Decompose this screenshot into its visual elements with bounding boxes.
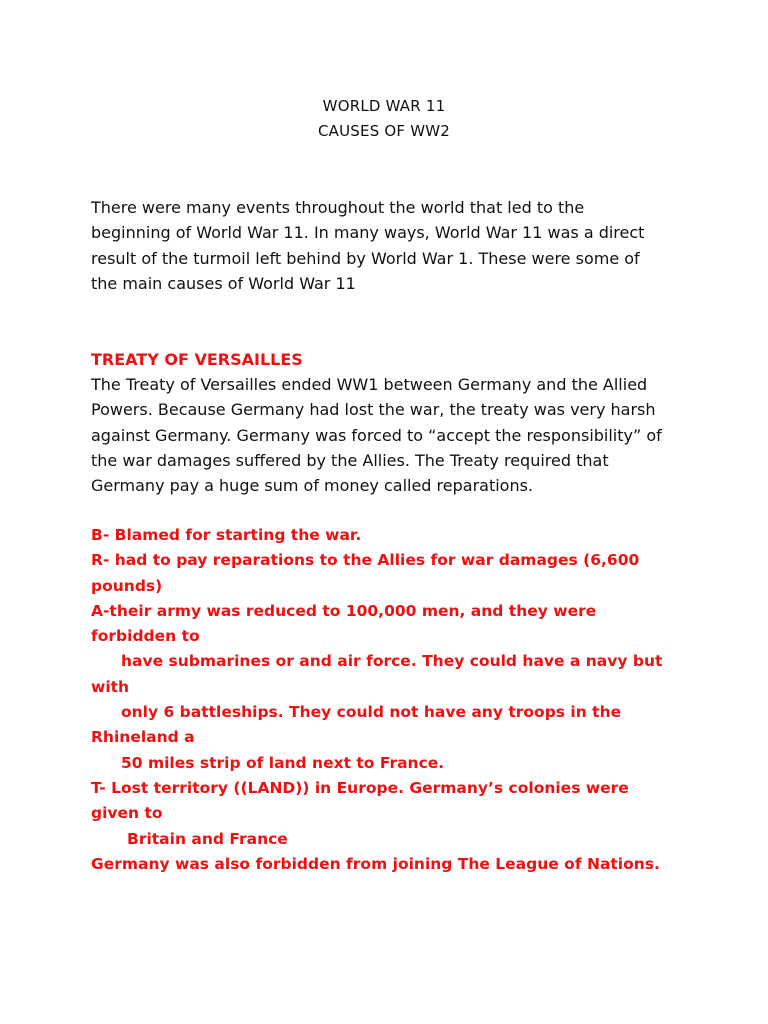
treaty-line: Germany pay a huge sum of money called reparations.	[91, 476, 534, 496]
blame-item-r-cont: pounds)	[91, 576, 163, 595]
blame-item-a-cont: 50 miles strip of land next to France.	[121, 753, 445, 772]
blame-item-a-cont: Rhineland a	[91, 728, 195, 747]
document-title: WORLD WAR 11	[322, 97, 446, 115]
league-of-nations-line: Germany was also forbidden from joining The League of Nations.	[91, 854, 660, 873]
treaty-line: against Germany. Germany was forced to “accept the responsibility” of	[91, 425, 662, 445]
intro-line: the main causes of World War 11	[91, 273, 356, 293]
blame-item-b: B- Blamed for starting the war.	[91, 526, 362, 544]
blame-item-t: T- Lost territory ((LAND)) in Europe. Germany’s colonies were	[91, 778, 629, 797]
blame-item-a-cont: only 6 battleships. They could not have any troops in the	[121, 703, 622, 722]
section-heading: TREATY OF VERSAILLES	[91, 350, 303, 369]
blame-item-a: A-their army was reduced to 100,000 men, and they were	[91, 601, 597, 620]
intro-line: result of the turmoil left behind by World War 1. These were some of	[91, 248, 640, 268]
treaty-line: The Treaty of Versailles ended WW1 between Germany and the Allied	[91, 375, 648, 394]
intro-paragraph	[91, 195, 691, 296]
treaty-line: the war damages suffered by the Allies. The Treaty required that	[91, 450, 609, 470]
blame-item-a-cont: with	[91, 677, 130, 696]
intro-line: beginning of World War 11. In many ways, World War 11 was a direct	[91, 223, 645, 243]
treaty-paragraph	[91, 372, 691, 498]
blame-item-r: R- had to pay reparations to the Allies for war damages (6,600	[91, 551, 640, 570]
blame-item-t-cont: given to	[91, 804, 163, 823]
blame-item-a-cont: forbidden to	[91, 627, 200, 646]
intro-line: There were many events throughout the world that led to the	[91, 198, 585, 217]
blame-list	[91, 523, 691, 877]
blame-item-a-cont: have submarines or and air force. They could have a navy but	[121, 652, 663, 671]
treaty-line: Powers. Because Germany had lost the war, the treaty was very harsh	[91, 400, 656, 420]
blame-item-t-cont: Britain and France	[127, 829, 288, 848]
document-subtitle: CAUSES OF WW2	[317, 122, 450, 140]
